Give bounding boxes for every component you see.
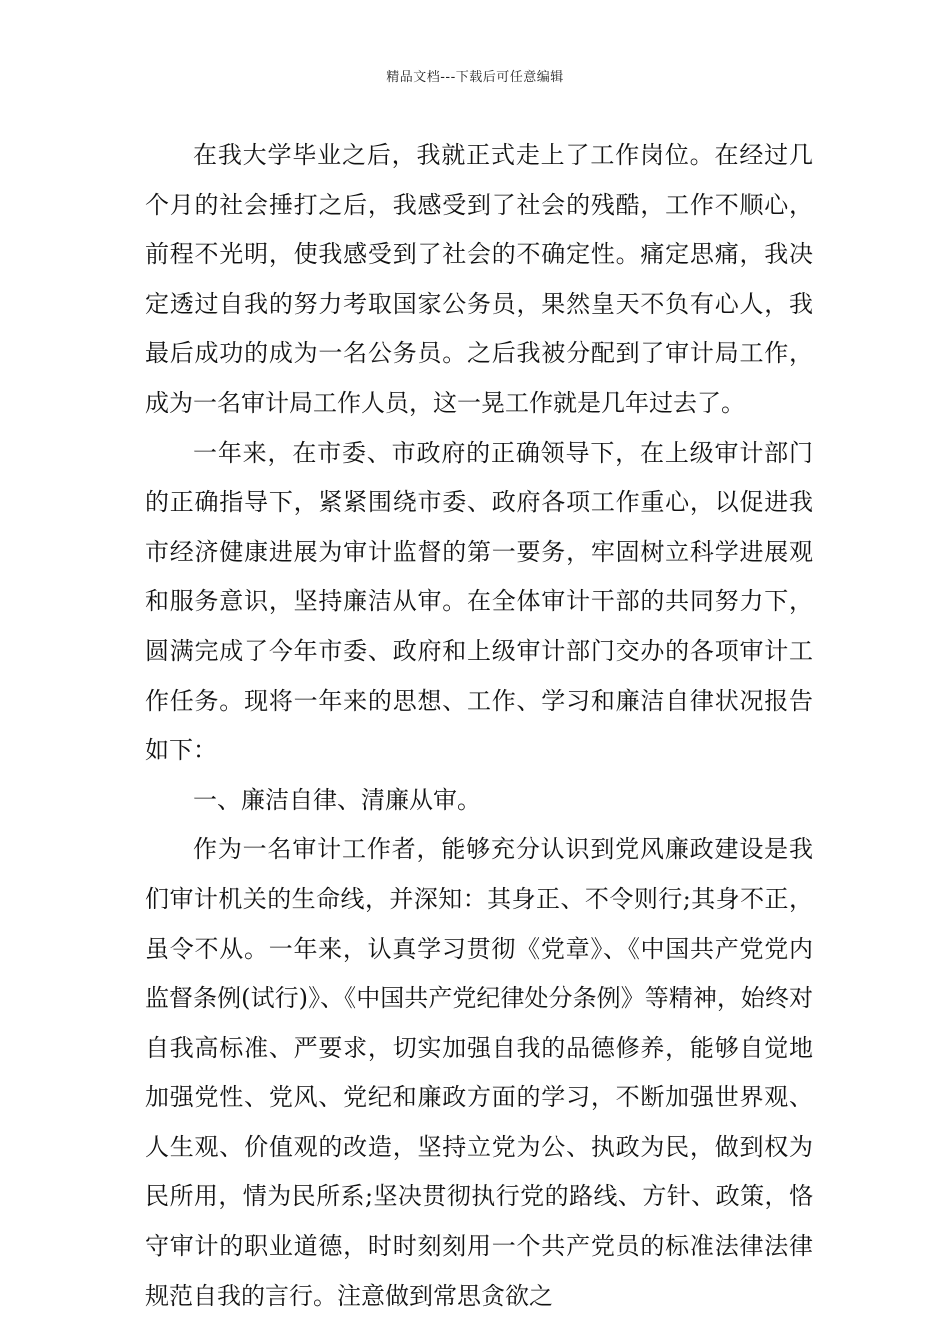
paragraph-graduation: 在我大学毕业之后，我就正式走上了工作岗位。在经过几个月的社会捶打之后，我感受到了社会的残酷，工作不顺心，前程不光明，使我感受到了社会的不确定性。痛定思痛，我决定透过自我的努力考取国家公务员，果然皇天不负有心人，我最后成功的成为一名公务员。之后我被分配到了审计局工作，成为一名审计局工作人员，这一晃工作就是几年过去了。: [145, 141, 813, 417]
page-header: 精品文档---下载后可任意编辑: [386, 70, 564, 85]
section-heading-integrity: 一、廉洁自律、清廉从审。: [193, 785, 481, 814]
document-body: [145, 131, 813, 1321]
paragraph-integrity: 作为一名审计工作者，能够充分认识到党风廉政建设是我们审计机关的生命线，并深知：其身正、不令则行;其身不正，虽令不从。一年来，认真学习贯彻《党章》、《中国共产党党内监督条例(试行)》、《中国共产党纪律处分条例》等精神，始终对自我高标准、严要求，切实加强自我的品德修养，能够自觉地加强党性、党风、党纪和廉政方面的学习，不断加强世界观、人生观、价值观的改造，坚持立党为公、执政为民，做到权为民所用，情为民所系;坚决贯彻执行党的路线、方针、政策，恪守审计的职业道德，时时刻刻用一个共产党员的标准法律法律规范自我的言行。注意做到常思贪欲之: [145, 835, 813, 1310]
paragraph-annual-summary: 一年来，在市委、市政府的正确领导下，在上级审计部门的正确指导下，紧紧围绕市委、政府各项工作重心，以促进我市经济健康进展为审计监督的第一要务，牢固树立科学进展观和服务意识，坚持廉洁从审。在全体审计干部的共同努力下，圆满完成了今年市委、政府和上级审计部门交办的各项审计工作任务。现将一年来的思想、工作、学习和廉洁自律状况报告如下：: [145, 438, 813, 765]
